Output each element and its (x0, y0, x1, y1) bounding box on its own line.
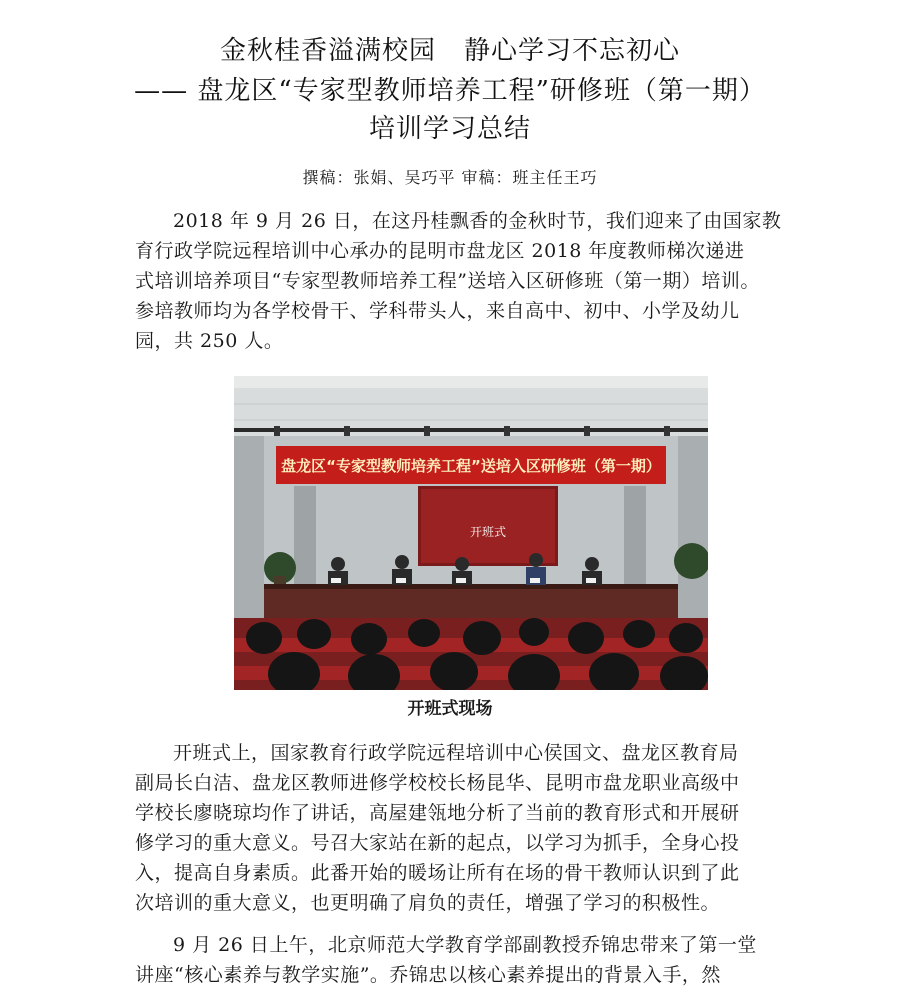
title-phrase-2: 静心学习不忘初心 (464, 36, 681, 66)
paragraph-line: 园，共 250 人。 (135, 330, 284, 352)
title-phrase-1: 金秋桂香溢满校园 (219, 36, 436, 66)
paragraph-line: 修学习的重大意义。号召大家站在新的起点，以学习为抓手，全身心投 (135, 832, 740, 854)
paragraph-line: 开班式上，国家教育行政学院远程培训中心侯国文、盘龙区教育局 (173, 742, 739, 764)
paragraph-line: 2018 年 9 月 26 日，在这丹桂飘香的金秋时节，我们迎来了由国家教 (173, 210, 782, 232)
paragraph-line: 9 月 26 日上午，北京师范大学教育学部副教授乔锦忠带来了第一堂 (173, 934, 757, 956)
byline: 撰稿：张娟、吴巧平 审稿：班主任王巧 (302, 168, 598, 187)
paragraph-line: 入，提高自身素质。此番开始的暖场让所有在场的骨干教师认识到了此 (135, 862, 740, 884)
title-line-1 (0, 30, 900, 67)
paragraph-1 (135, 206, 782, 356)
title-line-3: 培训学习总结 (368, 114, 531, 144)
photo-caption: 开班式现场 (407, 699, 493, 719)
paragraph-line: 育行政学院远程培训中心承办的昆明市盘龙区 2018 年度教师梯次递进 (135, 240, 745, 262)
paragraph-line: 副局长白洁、盘龙区教师进修学校校长杨昆华、昆明市盘龙职业高级中 (135, 772, 740, 794)
paragraph-line: 次培训的重大意义，也更明确了肩负的责任，增强了学习的积极性。 (135, 892, 721, 914)
paragraph-line: 学校长廖晓琼均作了讲话，高屋建瓴地分析了当前的教育形式和开展研 (135, 802, 740, 824)
paragraph-3 (135, 930, 775, 990)
banner-text: 盘龙区“专家型教师培养工程”送培入区研修班（第一期） (281, 457, 661, 475)
paragraph-line: 式培训培养项目“专家型教师培养工程”送培入区研修班（第一期）培训。 (135, 270, 760, 292)
paragraph-line: 参培教师均为各学校骨干、学科带头人，来自高中、初中、小学及幼儿 (135, 300, 740, 322)
opening-ceremony-photo (234, 376, 708, 690)
screen-title: 开班式 (469, 525, 507, 539)
title-line-2: —— 盘龙区“专家型教师培养工程”研修班（第一期） (134, 76, 766, 106)
paragraph-2 (135, 738, 775, 918)
paragraph-line: 讲座“核心素养与教学实施”。乔锦忠以核心素养提出的背景入手，然 (135, 964, 721, 986)
